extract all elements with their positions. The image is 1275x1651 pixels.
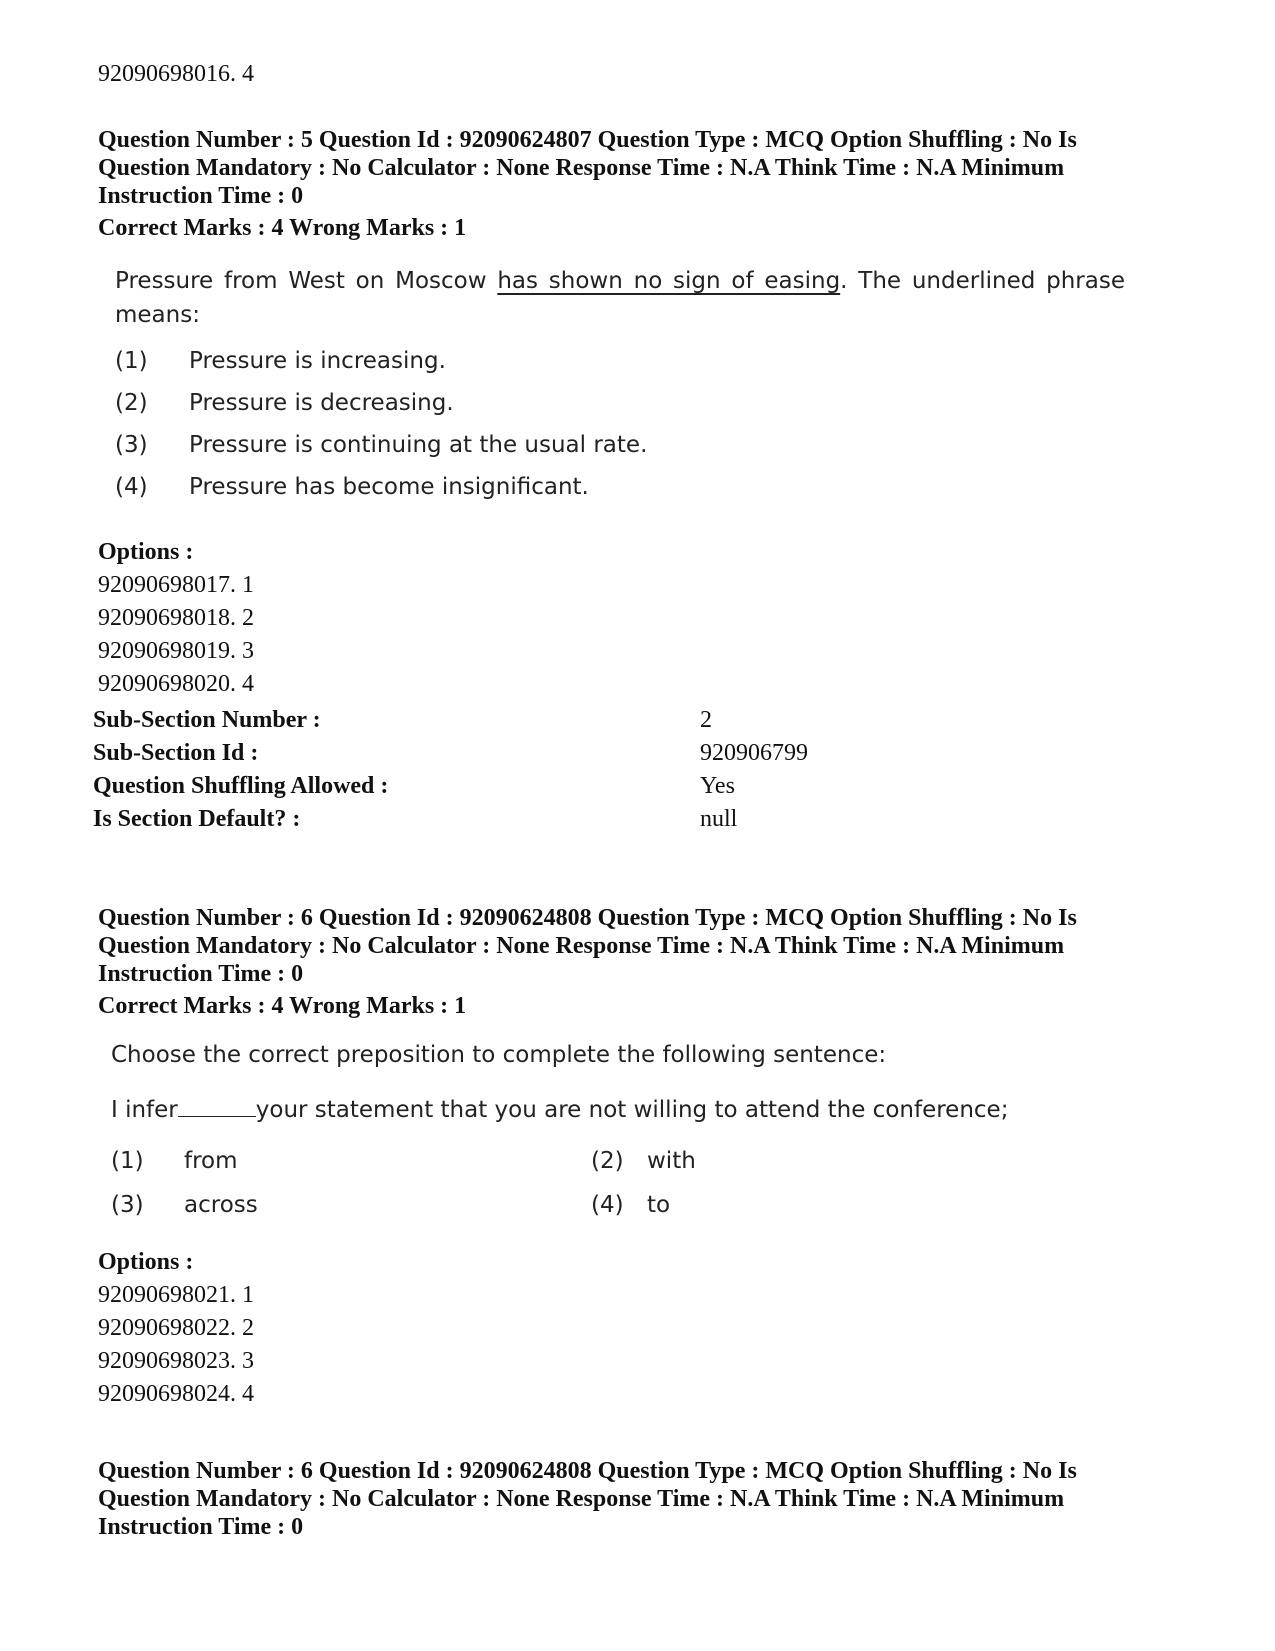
q5-choice-number: (4) bbox=[115, 474, 148, 500]
q6-choice-text: to bbox=[647, 1192, 671, 1218]
q6-header-line: Question Number : 6 Question Id : 92090624808 Question Type : MCQ Option Shuffling : No Is bbox=[98, 905, 1077, 931]
subsection-value: Yes bbox=[700, 773, 735, 799]
subsection-label: Question Shuffling Allowed : bbox=[93, 773, 389, 799]
q5-stem-underlined-phrase: has shown no sign of easing bbox=[497, 268, 841, 294]
subsection-value: null bbox=[700, 806, 738, 832]
q6-repeat-header bbox=[98, 1457, 1178, 1541]
prev-option-line: 92090698016. 4 bbox=[98, 61, 254, 87]
q6-choice-text: from bbox=[184, 1148, 238, 1174]
q6-option-line: 92090698021. 1 bbox=[98, 1282, 254, 1308]
q5-choice-text: Pressure has become insignificant. bbox=[189, 474, 589, 500]
q5-header bbox=[98, 126, 1178, 210]
q6-option-line: 92090698023. 3 bbox=[98, 1348, 254, 1374]
q6-repeat-header-line: Instruction Time : 0 bbox=[98, 1514, 304, 1540]
q5-stem-before: Pressure from West on Moscow bbox=[115, 268, 498, 294]
q6-choice-text: with bbox=[647, 1148, 696, 1174]
subsection-label: Sub-Section Number : bbox=[93, 707, 321, 733]
q5-option-line: 92090698020. 4 bbox=[98, 671, 254, 697]
q6-blank-line bbox=[178, 1092, 256, 1117]
subsection-value: 920906799 bbox=[700, 740, 808, 766]
q5-header-line: Question Number : 5 Question Id : 92090624807 Question Type : MCQ Option Shuffling : No Is bbox=[98, 127, 1077, 153]
q5-header-line: Question Mandatory : No Calculator : None Response Time : N.A Think Time : N.A Minimum bbox=[98, 155, 1065, 181]
subsection-value: 2 bbox=[700, 707, 712, 733]
q6-sentence-before: I infer bbox=[111, 1097, 178, 1123]
subsection-label: Sub-Section Id : bbox=[93, 740, 259, 766]
q6-choice-number: (3) bbox=[111, 1192, 144, 1218]
q5-header-line: Instruction Time : 0 bbox=[98, 183, 304, 209]
q5-options-label: Options : bbox=[98, 539, 194, 565]
q6-header-line: Instruction Time : 0 bbox=[98, 961, 304, 987]
q5-choice-text: Pressure is increasing. bbox=[189, 348, 446, 374]
q6-repeat-header-line: Question Number : 6 Question Id : 92090624808 Question Type : MCQ Option Shuffling : No Is bbox=[98, 1458, 1077, 1484]
q5-option-line: 92090698017. 1 bbox=[98, 572, 254, 598]
q6-option-line: 92090698024. 4 bbox=[98, 1381, 254, 1407]
q6-options-label: Options : bbox=[98, 1249, 194, 1275]
q5-choice-number: (2) bbox=[115, 390, 148, 416]
q6-repeat-header-line: Question Mandatory : No Calculator : None Response Time : N.A Think Time : N.A Minimum bbox=[98, 1486, 1065, 1512]
subsection-label: Is Section Default? : bbox=[93, 806, 301, 832]
q6-choice-number: (4) bbox=[591, 1192, 624, 1218]
q6-header-line: Question Mandatory : No Calculator : None Response Time : N.A Think Time : N.A Minimum bbox=[98, 933, 1065, 959]
q6-instruction: Choose the correct preposition to complete the following sentence: bbox=[111, 1042, 887, 1068]
q5-choice-text: Pressure is decreasing. bbox=[189, 390, 454, 416]
q5-choice-number: (3) bbox=[115, 432, 148, 458]
q6-header bbox=[98, 904, 1178, 988]
q6-choice-text: across bbox=[184, 1192, 258, 1218]
q6-option-line: 92090698022. 2 bbox=[98, 1315, 254, 1341]
q5-stem bbox=[115, 264, 1125, 332]
q5-stem-after: . The underlined phrase means: bbox=[115, 268, 1125, 328]
q5-choice-text: Pressure is continuing at the usual rate. bbox=[189, 432, 648, 458]
q6-marks: Correct Marks : 4 Wrong Marks : 1 bbox=[98, 993, 467, 1019]
q6-choice-number: (2) bbox=[591, 1148, 624, 1174]
q6-sentence-after: your statement that you are not willing to attend the conference; bbox=[255, 1097, 1009, 1123]
q5-option-line: 92090698018. 2 bbox=[98, 605, 254, 631]
q5-marks: Correct Marks : 4 Wrong Marks : 1 bbox=[98, 215, 467, 241]
q5-option-line: 92090698019. 3 bbox=[98, 638, 254, 664]
q5-choice-number: (1) bbox=[115, 348, 148, 374]
q6-choice-number: (1) bbox=[111, 1148, 144, 1174]
q6-sentence bbox=[111, 1092, 1008, 1125]
